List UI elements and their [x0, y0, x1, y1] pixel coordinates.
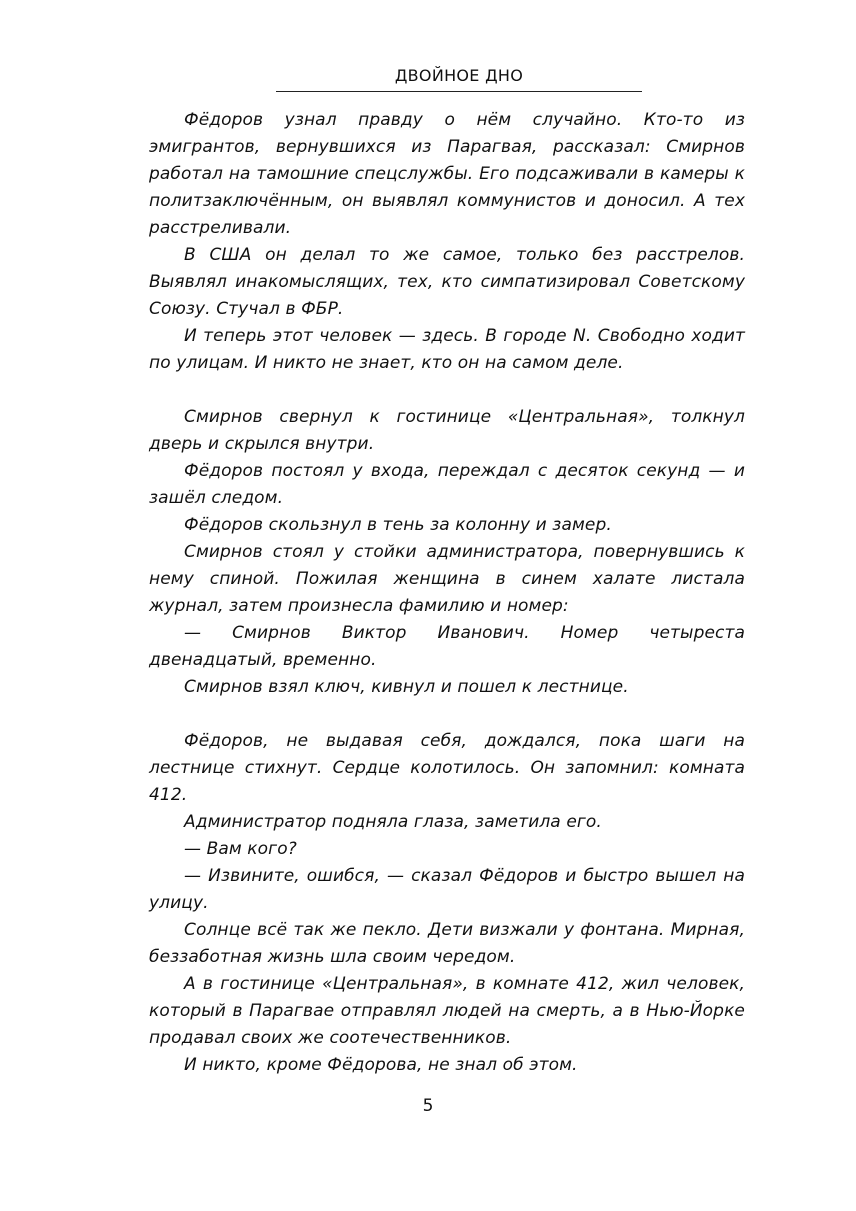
- text-section: [149, 728, 745, 1079]
- dialogue-line: — Вам кого?: [184, 839, 297, 859]
- paragraph: Солнце всё так же пекло. Дети визжали у фонтана. Мирная, беззаботная жизнь шла своим чередом.: [149, 920, 745, 967]
- running-header-title: ДВОЙНОЕ ДНО: [394, 66, 524, 85]
- paragraph: И никто, кроме Фёдорова, не знал об этом.: [184, 1055, 578, 1075]
- paragraph: Смирнов взял ключ, кивнул и пошел к лестнице.: [184, 677, 629, 697]
- paragraph: И теперь этот человек — здесь. В городе N. Свободно ходит по улицам. И никто не знает, кто он на самом деле.: [149, 326, 745, 373]
- page-number: 5: [422, 1096, 434, 1116]
- paragraph: Смирнов свернул к гостинице «Центральная», толкнул дверь и скрылся внутри.: [149, 407, 745, 454]
- body-text: [149, 107, 745, 1079]
- text-section: [149, 404, 745, 701]
- paragraph: Смирнов стоял у стойки администратора, повернувшись к нему спиной. Пожилая женщина в синем халате листала журнал, затем произнесла фамилию и номер:: [149, 542, 745, 616]
- text-section: [149, 107, 745, 377]
- paragraph: Фёдоров узнал правду о нём случайно. Кто-то из эмигрантов, вернувшихся из Парагвая, рассказал: Смирнов работал на тамошние спецслужбы. Его подсаживали в камеры к политзаключённым, он выявлял коммунистов и доносил. А тех расстреливали.: [149, 110, 745, 238]
- paragraph: Фёдоров постоял у входа, переждал с десяток секунд — и зашёл следом.: [149, 461, 745, 508]
- paragraph: В США он делал то же самое, только без расстрелов. Выявлял инакомыслящих, тех, кто симпатизировал Советскому Союзу. Стучал в ФБР.: [149, 245, 745, 319]
- paragraph: Фёдоров скользнул в тень за колонну и замер.: [184, 515, 612, 535]
- section-break: [149, 701, 745, 728]
- paragraph: Фёдоров, не выдавая себя, дождался, пока шаги на лестнице стихнут. Сердце колотилось. Он запомнил: комната 412.: [149, 731, 745, 805]
- dialogue-line: — Смирнов Виктор Иванович. Номер четыреста двенадцатый, временно.: [149, 623, 745, 670]
- section-break: [149, 377, 745, 404]
- paragraph: А в гостинице «Центральная», в комнате 412, жил человек, который в Парагвае отправлял людей на смерть, а в Нью-Йорке продавал своих же соотечественников.: [149, 974, 745, 1048]
- dialogue-line: — Извините, ошибся, — сказал Фёдоров и быстро вышел на улицу.: [149, 866, 745, 913]
- paragraph: Администратор подняла глаза, заметила его.: [184, 812, 602, 832]
- header-rule: [276, 91, 642, 92]
